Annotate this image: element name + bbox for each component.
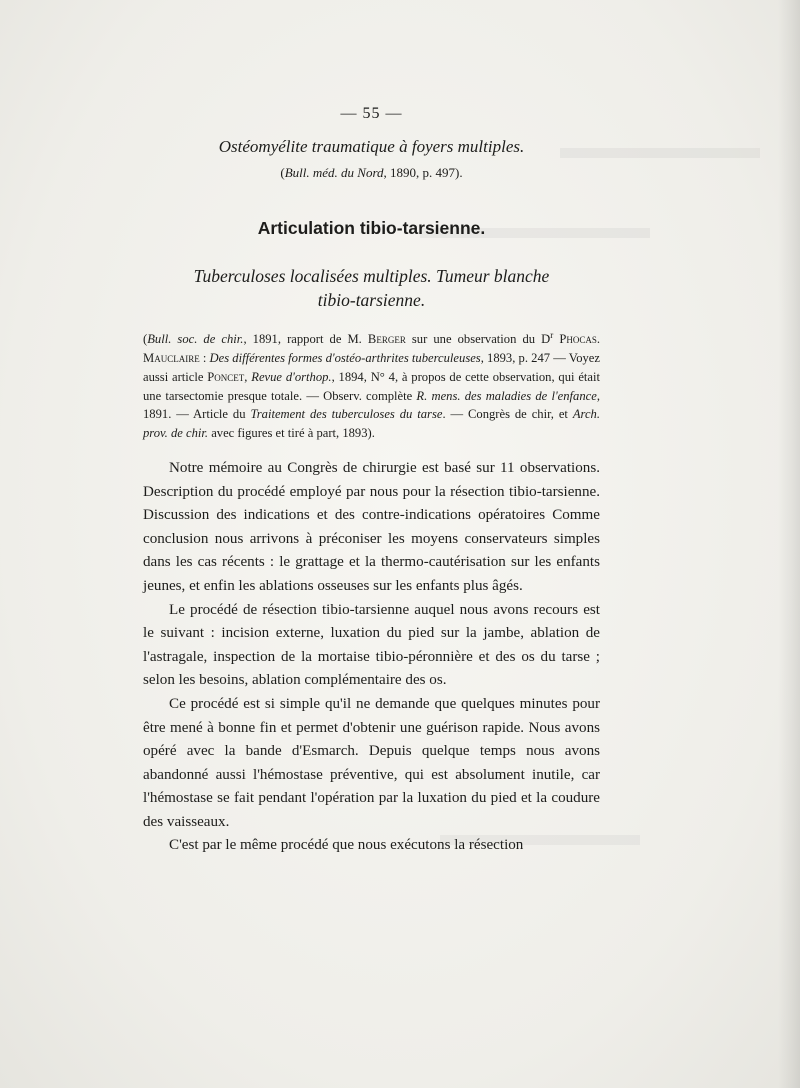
source-open: ( xyxy=(280,165,285,180)
sub-heading xyxy=(143,264,600,312)
reference-segment: Arch. prov. de chir. xyxy=(143,407,600,441)
reference-segment: Mauclaire xyxy=(143,350,200,365)
reference-segment: , 1891. — Article du xyxy=(143,388,600,422)
sub-heading-line-1: Tuberculoses localisées multiples. Tumeur blanche xyxy=(193,266,550,286)
reference-segment: , 1893, p. 247 — Voyez aussi article xyxy=(143,350,600,384)
source-journal: Bull. méd. du Nord xyxy=(284,165,384,180)
reference-segment: , 1891, rapport de M. xyxy=(243,332,368,347)
reference-segment: . xyxy=(596,332,600,347)
reference-segment: Poncet xyxy=(207,369,245,384)
reference-segment: . — Congrès de chir, et xyxy=(442,407,573,422)
body-paragraph: Le procédé de résection tibio-tarsienne auquel nous avons recours est le suivant : incision externe, luxation du pied sur la jambe, ablation de l'astragale, inspection de la mortaise tibio-péronnière et des os du tarse ; selon les besoins, ablation complémentaire des os. xyxy=(143,601,600,689)
reference-segment: Traitement des tuberculoses du tarse xyxy=(250,407,443,422)
main-heading: Articulation tibio-tarsienne. xyxy=(257,218,486,238)
reference-segment: r xyxy=(550,330,554,340)
reference-segment: , xyxy=(244,369,252,384)
source-rest: , 1890, p. 497). xyxy=(383,165,463,180)
reference-segment: ( xyxy=(143,332,148,347)
reference-segment: Des différentes formes d'ostéo-arthrites tuberculeuses xyxy=(209,350,481,365)
binding-shadow xyxy=(778,0,800,1088)
sub-heading-line-2: tibio-tarsienne. xyxy=(317,290,426,310)
reference-segment: sur une observation du D xyxy=(405,332,551,347)
section-source xyxy=(143,163,600,182)
reference-segment: : xyxy=(199,350,210,365)
reference-segment: Revue d'orthop. xyxy=(251,369,332,384)
reference-segment: avec figures et tiré à part, 1893). xyxy=(208,426,375,441)
reference-segment: Bull. soc. de chir. xyxy=(147,332,244,347)
document-page xyxy=(143,105,600,858)
body-text xyxy=(143,457,600,858)
section-title: Ostéomyélite traumatique à foyers multiples. xyxy=(218,137,525,156)
bibliographic-references xyxy=(143,326,600,443)
body-paragraph: Notre mémoire au Congrès de chirurgie est basé sur 11 observations. Description du procédé employé par nous pour la résection tibio-tarsienne. Discussion des indications et des contre-indications opératoires Comme conclusion nous arrivons à préconiser les moyens conservateurs simples dans les cas récents : le grattage et la thermo-cautérisation sur les enfants jeunes, et enfin les ablations osseuses sur les enfants plus âgés. xyxy=(143,459,600,594)
reference-segment: R. mens. des maladies de l'enfance xyxy=(416,388,597,403)
reference-segment: Phocas xyxy=(559,332,597,347)
body-paragraph: Ce procédé est si simple qu'il ne demande que quelques minutes pour être mené à bonne fin et permet d'obtenir une guérison rapide. Nous avons opéré avec la bande d'Esmarch. Depuis quelque temps nous avons abandonné aussi l'hémostase préventive, qui est absolument inutile, car l'hémostase se fait pendant l'opération par la luxation du pied et la coudure des vaisseaux. xyxy=(143,695,600,830)
page-number: — 55 — xyxy=(340,105,403,122)
reference-segment: Berger xyxy=(367,332,406,347)
body-paragraph: C'est par le même procédé que nous exécutons la résection xyxy=(169,837,524,854)
reference-segment: , 1894, N° 4, à propos de cette observation, qui était une tarsectomie presque totale. — Observ. complète xyxy=(143,369,600,403)
